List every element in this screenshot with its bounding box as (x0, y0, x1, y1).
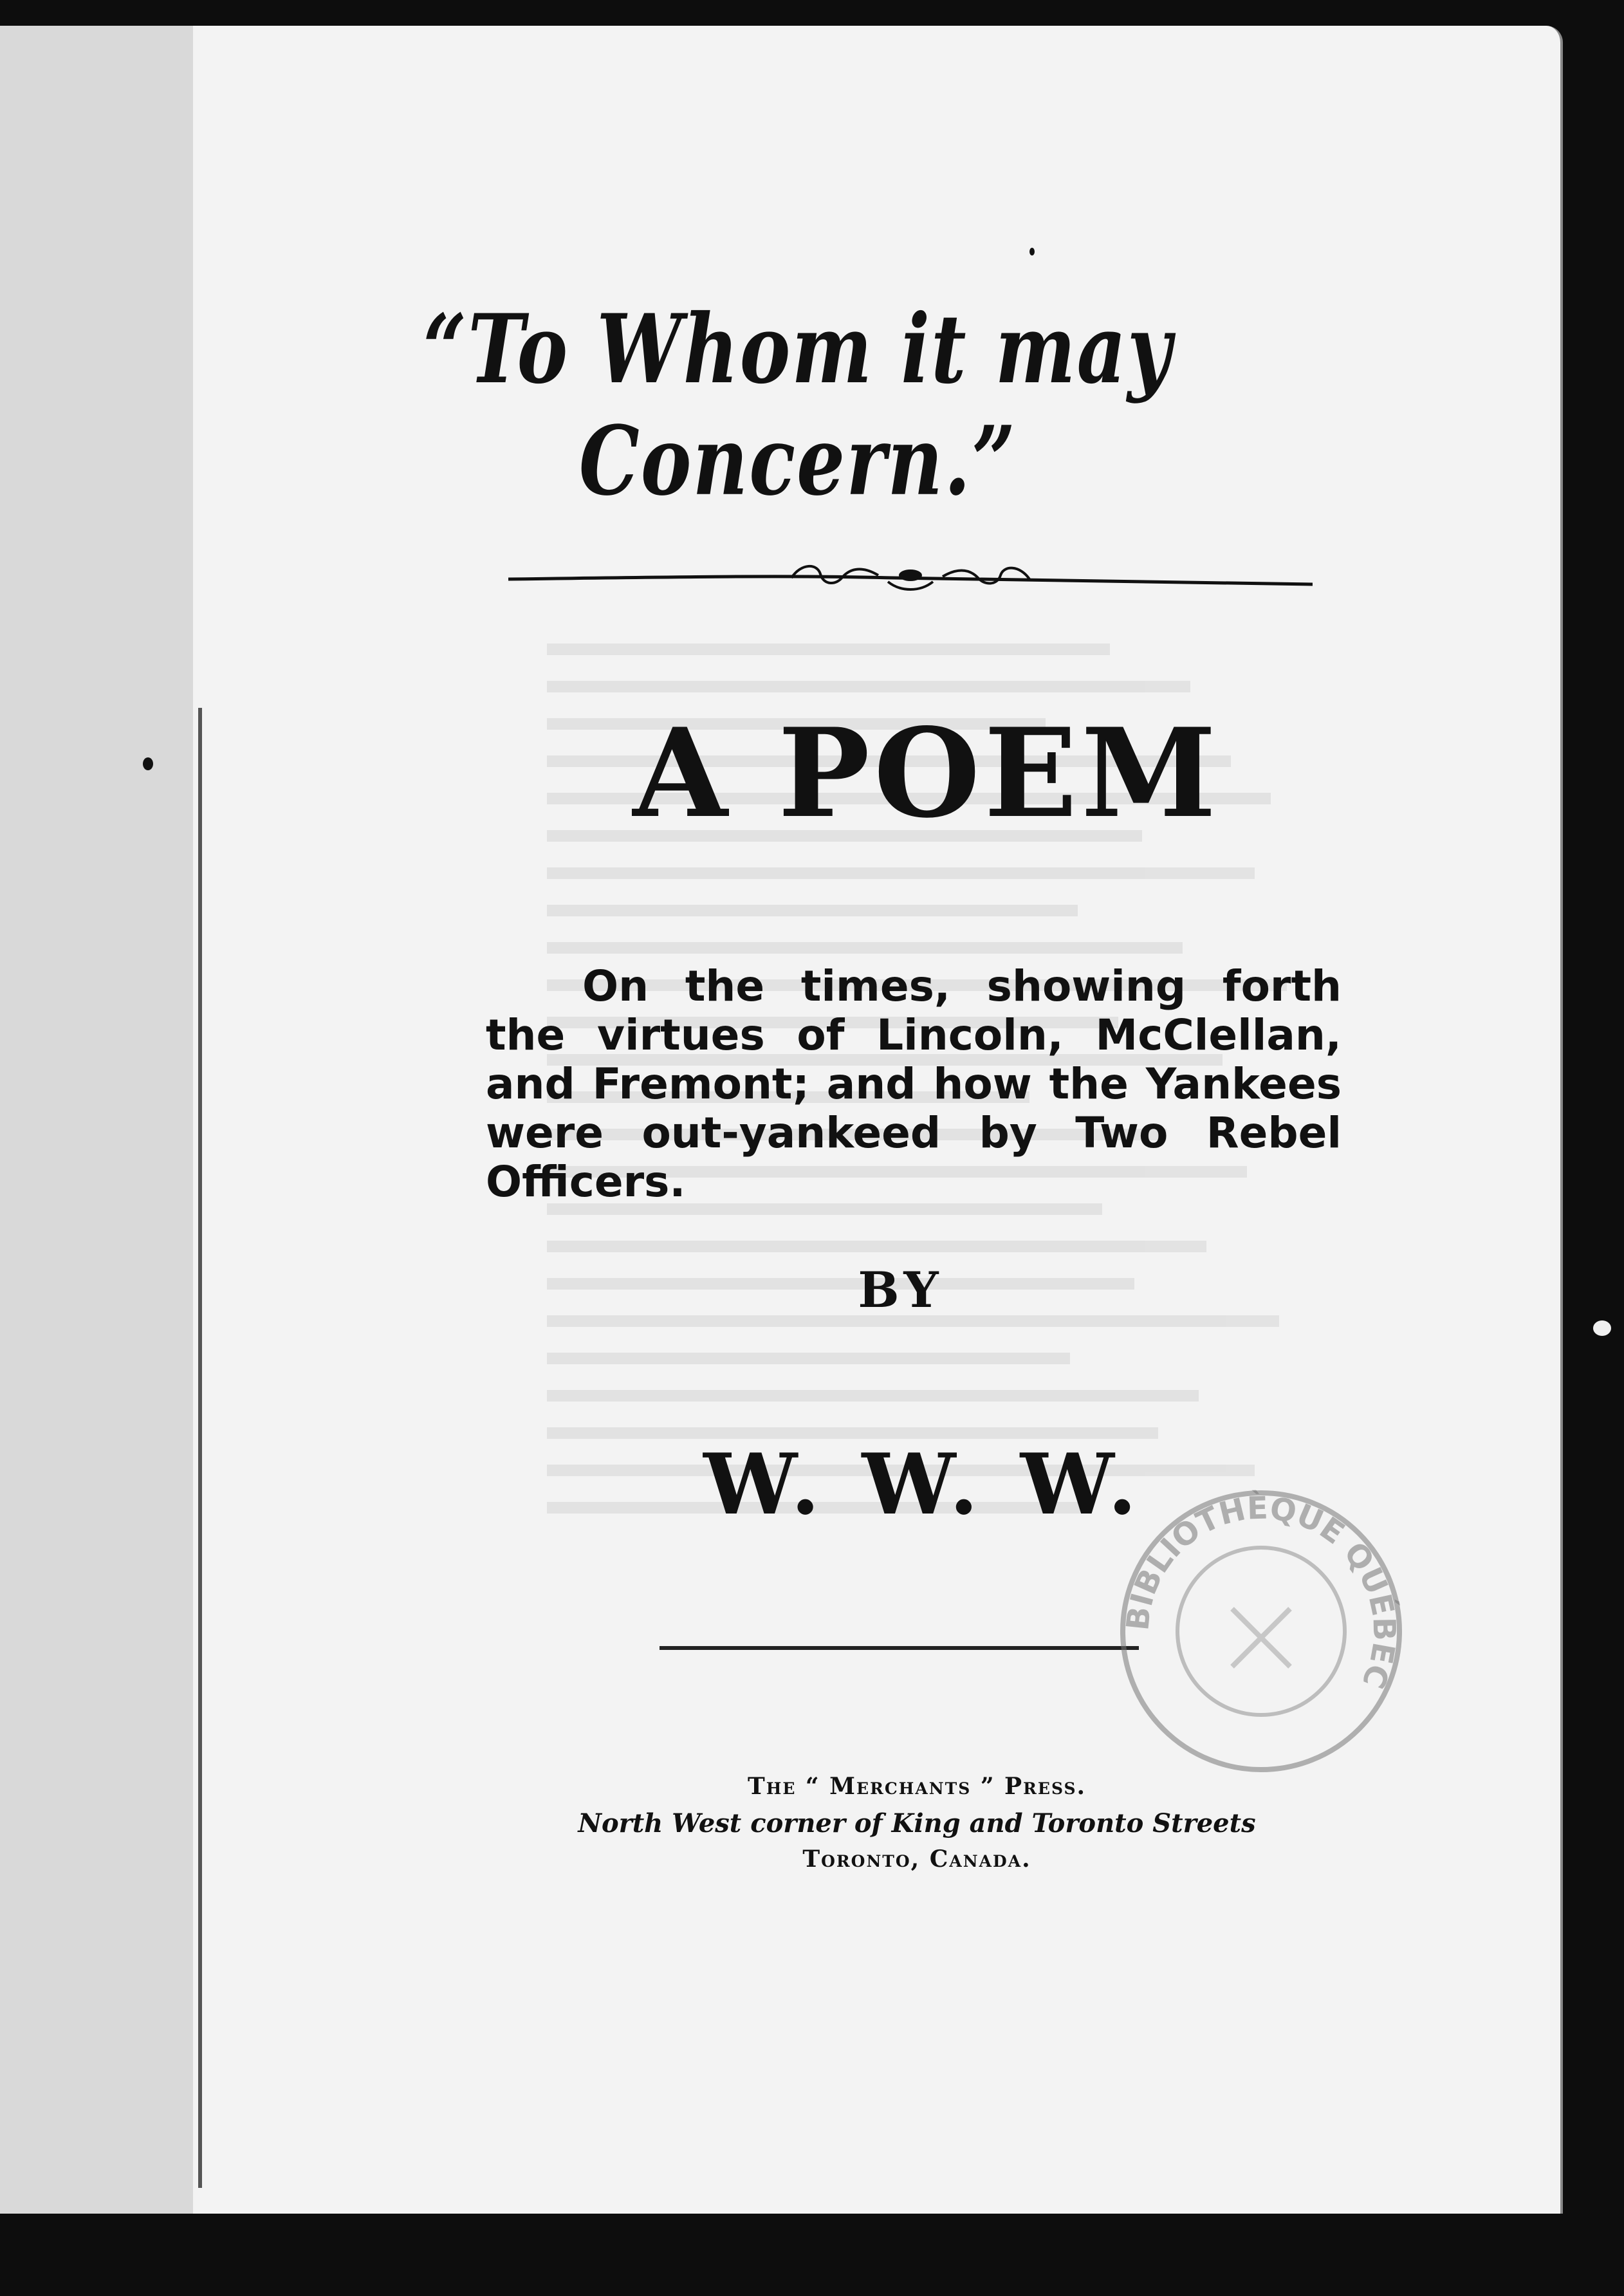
by-line: BY (858, 1261, 944, 1319)
left-page-edge (0, 26, 196, 2214)
horizontal-rule (660, 1646, 1139, 1650)
title-quote: “To Whom it may Concern.” (423, 293, 1173, 517)
poem-title: A POEM (632, 701, 1221, 845)
ink-speck (1593, 1320, 1611, 1336)
ink-speck (1029, 248, 1035, 255)
poem-description: On the times, showing forth the virtues of Lincoln, McClellan, and Fremont; and how the Yankees were out-yankeed by Two Rebel Officers. (486, 961, 1342, 1207)
library-stamp-text: BIBLIOTHÈQUE QUÉBEC (1120, 1490, 1403, 1694)
binding-edge (198, 708, 202, 2188)
publisher-address: North West corner of King and Toronto Streets (578, 1808, 1256, 1838)
library-stamp (1110, 1480, 1412, 1782)
publisher-city: Toronto, Canada. (802, 1846, 1031, 1873)
svg-text:BIBLIOTHÈQUE QUÉBEC (1120, 1490, 1402, 1694)
ornamental-divider (508, 560, 1313, 605)
author-initials: W. W. W. (703, 1435, 1143, 1533)
ink-speck (143, 757, 153, 770)
publisher-press: The “ Merchants ” Press. (747, 1773, 1087, 1800)
